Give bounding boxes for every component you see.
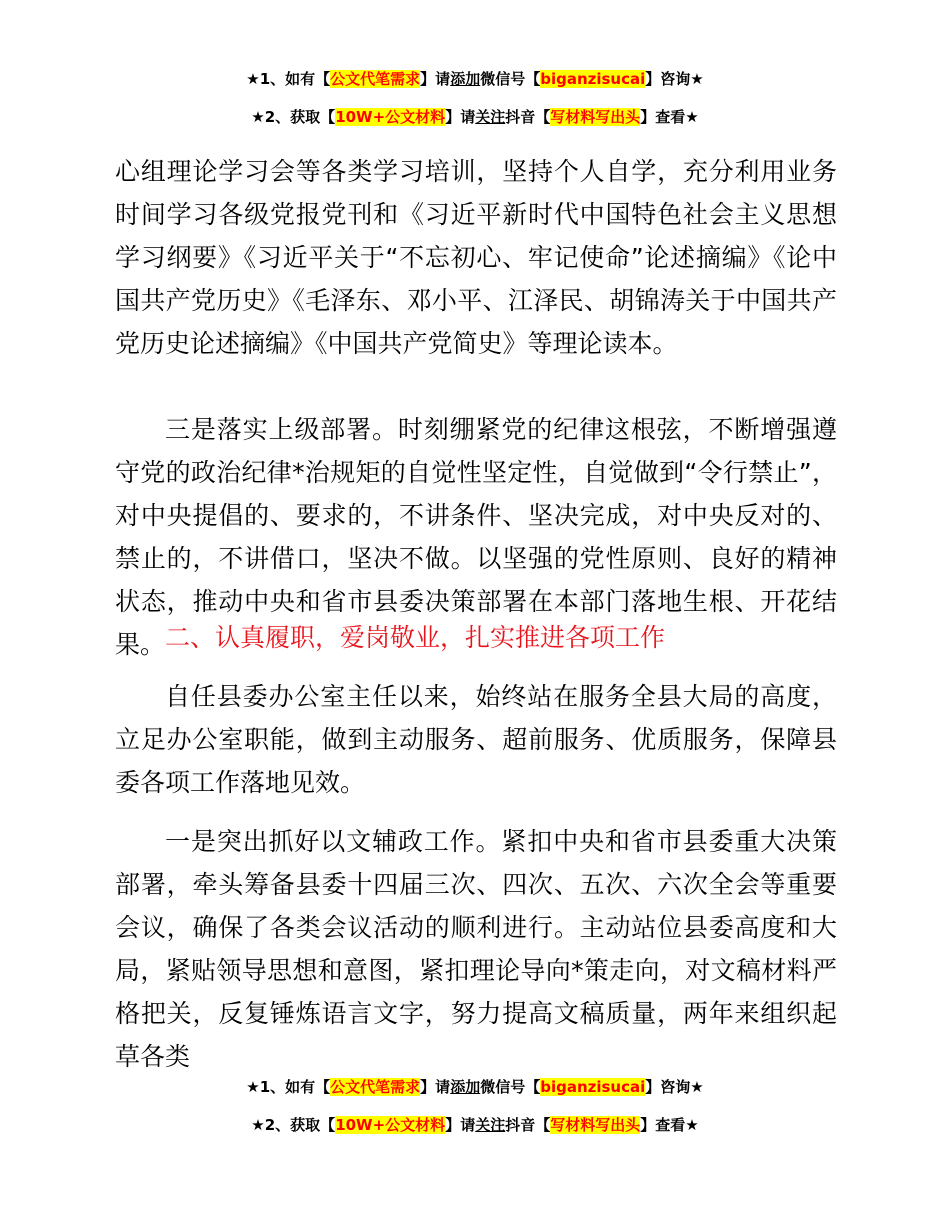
- footer1-text-a: ★1、如有【: [246, 1078, 331, 1096]
- footer2-text-a: ★2、获取【: [251, 1116, 336, 1134]
- footer-banner-line-1: [0, 1077, 950, 1097]
- footer1-text-g: 】咨询★: [645, 1078, 704, 1096]
- banner1-underline-add: 添加: [450, 70, 481, 88]
- banner2-highlight-materials: 10W+公文材料: [335, 108, 446, 126]
- header-banner-line-2: [0, 107, 950, 127]
- footer-banner-line-2: [0, 1115, 950, 1135]
- header-banner-line-1: [0, 69, 950, 89]
- paragraph-continued-study: 心组理论学习会等各类学习培训，坚持个人自学，充分利用业务时间学习各级党报党刊和《习近平新时代中国特色社会主义思想学习纲要》《习近平关于“不忘初心、牢记使命”论述摘编》《论中国共产党历史》《毛泽东、邓小平、江泽民、胡锦涛关于中国共产党历史论述摘编》《中国共产党简史》等理论读本。: [115, 157, 837, 358]
- footer1-highlight-wechat: biganzisucai: [540, 1078, 646, 1096]
- footer1-highlight-service: 公文代笔需求: [330, 1078, 421, 1096]
- banner1-highlight-wechat: biganzisucai: [540, 70, 646, 88]
- paragraph-document-work: 一是突出抓好以文辅政工作。紧扣中央和省市县委重大决策部署，牵头筹备县委十四届三次、四次、五次、六次全会等重要会议，确保了各类会议活动的顺利进行。主动站位县委高度和大局，紧贴领导思想和意图，紧扣理论导向*策走向，对文稿材料严格把关，反复锤炼语言文字，努力提高文稿质量，两年来组织起草各类: [115, 827, 837, 1071]
- footer1-text-c: 】请: [420, 1078, 451, 1096]
- banner2-highlight-douyin: 写材料写出头: [550, 108, 641, 126]
- footer2-text-c: 】请: [445, 1116, 476, 1134]
- footer1-underline-add: 添加: [450, 1078, 481, 1096]
- paragraph-office-director: 自任县委办公室主任以来，始终站在服务全县大局的高度，立足办公室职能，做到主动服务、超前服务、优质服务，保障县委各项工作落地见效。: [115, 682, 837, 797]
- banner2-text-g: 】查看★: [640, 108, 699, 126]
- banner2-text-c: 】请: [445, 108, 476, 126]
- footer2-text-g: 】查看★: [640, 1116, 699, 1134]
- banner1-text-g: 】咨询★: [645, 70, 704, 88]
- section-heading-two: 二、认真履职，爱岗敬业，扎实推进各项工作: [165, 623, 666, 652]
- banner2-underline-follow: 关注: [475, 108, 506, 126]
- banner2-text-a: ★2、获取【: [251, 108, 336, 126]
- banner2-text-e: 抖音【: [505, 108, 551, 126]
- banner1-highlight-service: 公文代笔需求: [330, 70, 421, 88]
- footer2-highlight-materials: 10W+公文材料: [335, 1116, 446, 1134]
- paragraph-implement-deployment: 三是落实上级部署。时刻绷紧党的纪律这根弦，不断增强遵守党的政治纪律*治规矩的自觉性坚定性，自觉做到“令行禁止”，对中央提倡的、要求的，不讲条件、坚决完成，对中央反对的、禁止的，不讲借口，坚决不做。以坚强的党性原则、良好的精神状态，推动中央和省市县委决策部署在本部门落地生根、开花结果。: [115, 415, 837, 659]
- footer2-underline-follow: 关注: [475, 1116, 506, 1134]
- banner1-text-c: 】请: [420, 70, 451, 88]
- banner1-text-e: 微信号【: [480, 70, 541, 88]
- banner1-text-a: ★1、如有【: [246, 70, 331, 88]
- footer2-highlight-douyin: 写材料写出头: [550, 1116, 641, 1134]
- footer2-text-e: 抖音【: [505, 1116, 551, 1134]
- footer1-text-e: 微信号【: [480, 1078, 541, 1096]
